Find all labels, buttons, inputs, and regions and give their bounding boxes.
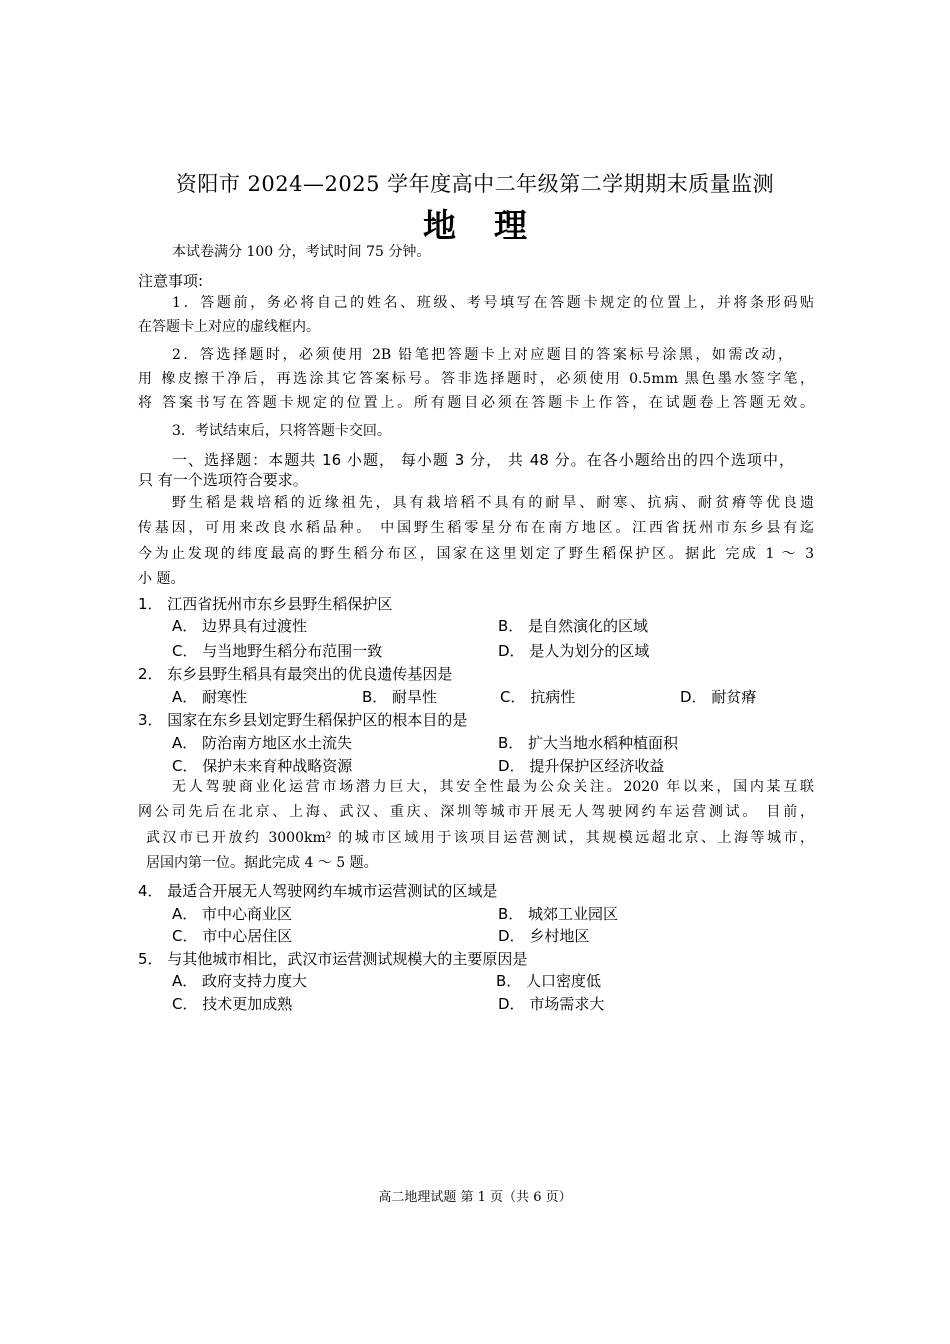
option-b: B． 城郊工业园区	[498, 905, 619, 923]
subject-title: 地理	[423, 206, 565, 245]
notice-line: 3．考试结束后，只将答题卡交回。	[172, 423, 391, 439]
notice-line: 用 橡皮擦干净后，再选涂其它答案标号。答非选择题时，必须使用 0.5mm 黑色墨水签字笔，	[138, 371, 814, 387]
passage-line: 居国内第一位。据此完成 4 ～ 5 题。	[146, 855, 378, 871]
option-c: C． 保护未来育种战略资源	[172, 757, 353, 775]
notice-heading: 注意事项:	[138, 272, 204, 290]
option-a: A． 政府支持力度大	[172, 972, 308, 990]
option-c: C． 与当地野生稻分布范围一致	[172, 642, 383, 660]
option-c: C． 市中心居住区	[172, 927, 293, 945]
section-heading: 一、选择题：本题共 16 小题， 每小题 3 分， 共 48 分。在各小题给出的四个选项中，	[172, 451, 794, 469]
option-d: D． 是人为划分的区域	[498, 642, 650, 660]
passage-line: 传基因，可用来改良水稻品种。 中国野生稻零星分布在南方地区。江西省抚州市东乡县有迄	[138, 520, 814, 536]
option-d: D． 耐贫瘠	[680, 688, 757, 706]
option-b: B． 人口密度低	[496, 972, 602, 990]
option-d: D． 提升保护区经济收益	[498, 757, 665, 775]
passage-line: 今为止发现的纬度最高的野生稻分布区，国家在这里划定了野生稻保护区。据此 完成 1 ～ 3	[138, 546, 814, 562]
question-stem: 2． 东乡县野生稻具有最突出的优良遗传基因是	[138, 665, 453, 683]
intro-text: 本试卷满分 100 分，考试时间 75 分钟。	[172, 244, 431, 260]
question-stem: 5． 与其他城市相比，武汉市运营测试规模大的主要原因是	[138, 950, 528, 968]
question-stem: 3． 国家在东乡县划定野生稻保护区的根本目的是	[138, 711, 468, 729]
option-b: B． 是自然演化的区域	[498, 617, 649, 635]
option-d: D． 市场需求大	[498, 995, 605, 1013]
passage-line: 小 题。	[138, 571, 185, 587]
section-heading-cont: 只 有一个选项符合要求。	[138, 471, 308, 489]
option-c: C． 技术更加成熟	[172, 995, 293, 1013]
notice-line: 2．答选择题时，必须使用 2B 铅笔把答题卡上对应题目的答案标号涂黑，如需改动，	[172, 347, 792, 363]
passage-line: 网公司先后在北京、上海、武汉、重庆、深圳等城市开展无人驾驶网约车运营测试。 目前，	[138, 804, 814, 820]
passage-line: 无人驾驶商业化运营市场潜力巨大，其安全性最为公众关注。2020 年以来，国内某互联	[172, 779, 814, 795]
option-a: A． 耐寒性	[172, 688, 248, 706]
passage-line: 野生稻是栽培稻的近缘祖先，具有栽培稻不具有的耐旱、耐寒、抗病、耐贫瘠等优良遗	[172, 495, 814, 511]
option-d: D． 乡村地区	[498, 927, 590, 945]
question-stem: 4． 最适合开展无人驾驶网约车城市运营测试的区域是	[138, 882, 498, 900]
question-stem: 1． 江西省抚州市东乡县野生稻保护区	[138, 595, 393, 613]
option-b: B． 扩大当地水稻种植面积	[498, 734, 679, 752]
option-a: A． 防治南方地区水土流失	[172, 734, 353, 752]
option-a: A． 边界具有过渡性	[172, 617, 308, 635]
page-footer: 高二地理试题 第 1 页（共 6 页）	[378, 1190, 572, 1205]
option-a: A． 市中心商业区	[172, 905, 293, 923]
notice-line: 在答题卡上对应的虚线框内。	[138, 319, 320, 335]
option-c: C． 抗病性	[500, 688, 576, 706]
notice-line: 1．答题前，务必将自己的姓名、班级、考号填写在答题卡规定的位置上，并将条形码贴	[172, 295, 814, 311]
option-b: B． 耐旱性	[362, 688, 438, 706]
notice-line: 将 答案书写在答题卡规定的位置上。所有题目必须在答题卡上作答，在试题卷上答题无效。	[138, 395, 814, 411]
exam-title: 资阳市 2024—2025 学年度高中二年级第二学期期末质量监测	[175, 172, 775, 196]
passage-line: 武汉市已开放约 3000km² 的城市区域用于该项目运营测试，其规模远超北京、上海等城市，	[146, 830, 814, 846]
